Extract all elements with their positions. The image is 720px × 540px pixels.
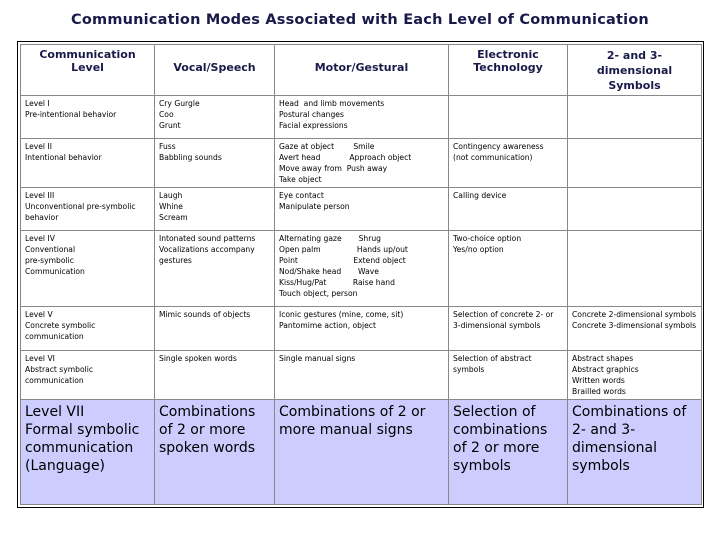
cell-line: Babbling sounds — [159, 153, 222, 162]
cell-line: Alternating gaze Shrug — [279, 234, 381, 243]
cell-symbols — [568, 400, 702, 505]
cell-electronic — [449, 400, 568, 505]
cell-line: Iconic gestures (mine, come, sit) — [279, 310, 404, 319]
cell-line: Single spoken words — [159, 354, 237, 363]
cell-line: Manipulate person — [279, 202, 350, 211]
cell-vocal — [155, 96, 275, 139]
communication-modes-table — [20, 44, 702, 505]
cell-line: Touch object, person — [279, 289, 358, 298]
cell-line: Cry Gurgle — [159, 99, 200, 108]
cell-line: Unconventional pre-symbolic behavior — [25, 202, 136, 222]
cell-level — [21, 307, 155, 351]
cell-electronic — [449, 307, 568, 351]
cell-motor — [275, 400, 449, 505]
cell-symbols — [568, 307, 702, 351]
cell-line: Scream — [159, 213, 188, 222]
table-row — [21, 139, 702, 188]
cell-line: Formal symbolic communication (Language) — [25, 422, 140, 474]
cell-line: Concrete symbolic communication — [25, 321, 96, 341]
cell-line: Point Extend object — [279, 256, 406, 265]
table-row — [21, 231, 702, 307]
cell-line: Selection of combinations of 2 or more symbols — [453, 404, 548, 474]
cell-line: Kiss/Hug/Pat Raise hand — [279, 278, 395, 287]
cell-line: Intonated sound patterns — [159, 234, 256, 243]
cell-line: Take object — [279, 175, 322, 184]
cell-vocal — [155, 400, 275, 505]
header-row — [21, 45, 702, 96]
cell-line: Selection of concrete 2- or 3-dimensional symbols — [453, 310, 554, 330]
cell-line: Pantomime action, object — [279, 321, 376, 330]
cell-vocal — [155, 351, 275, 400]
cell-line: Contingency awareness — [453, 142, 544, 151]
cell-line: Level IV — [25, 234, 55, 243]
cell-line: Facial expressions — [279, 121, 348, 130]
cell-line: Selection of abstract symbols — [453, 354, 532, 374]
cell-line: Abstract symbolic communication — [25, 365, 93, 385]
cell-vocal — [155, 231, 275, 307]
cell-line: Fuss — [159, 142, 176, 151]
cell-level — [21, 400, 155, 505]
cell-line: Eye contact — [279, 191, 324, 200]
cell-symbols — [568, 139, 702, 188]
header-symbols: 2- and 3-dimensional Symbols — [568, 45, 702, 96]
cell-level — [21, 139, 155, 188]
cell-line: Nod/Shake head Wave — [279, 267, 379, 276]
table-row — [21, 351, 702, 400]
cell-line: Concrete 2-dimensional symbols — [572, 310, 697, 319]
cell-motor — [275, 96, 449, 139]
cell-symbols — [568, 231, 702, 307]
header-motor-gestural: Motor/Gestural — [275, 45, 449, 96]
cell-line: Intentional behavior — [25, 153, 102, 162]
cell-line: Head and limb movements — [279, 99, 385, 108]
cell-line: Level III — [25, 191, 55, 200]
cell-level — [21, 351, 155, 400]
cell-level — [21, 188, 155, 231]
cell-motor — [275, 188, 449, 231]
cell-motor — [275, 231, 449, 307]
cell-line: Written words — [572, 376, 625, 385]
cell-symbols — [568, 188, 702, 231]
table-row — [21, 307, 702, 351]
cell-line: Level VII — [25, 404, 85, 420]
table-row — [21, 96, 702, 139]
cell-vocal — [155, 139, 275, 188]
cell-line: Coo — [159, 110, 174, 119]
cell-line: Level VI — [25, 354, 55, 363]
cell-electronic — [449, 96, 568, 139]
cell-line: Single manual signs — [279, 354, 356, 363]
cell-electronic — [449, 139, 568, 188]
cell-line: Pre-intentional behavior — [25, 110, 117, 119]
cell-level — [21, 96, 155, 139]
cell-vocal — [155, 188, 275, 231]
cell-line: Level I — [25, 99, 50, 108]
cell-level — [21, 231, 155, 307]
cell-line: Move away from Push away — [279, 164, 388, 173]
cell-line: Vocalizations accompany gestures — [159, 245, 255, 265]
cell-line: Brailled words — [572, 387, 626, 396]
cell-line: pre-symbolic — [25, 256, 74, 265]
cell-line: Yes/no option — [453, 245, 504, 254]
cell-vocal — [155, 307, 275, 351]
cell-symbols — [568, 96, 702, 139]
cell-line: Grunt — [159, 121, 181, 130]
cell-line: Conventional — [25, 245, 76, 254]
cell-line: Combinations of 2- and 3-dimensional symbols — [572, 404, 687, 474]
cell-line: Gaze at object Smile — [279, 142, 375, 151]
cell-line: Level II — [25, 142, 52, 151]
cell-line: Combinations of 2 or more spoken words — [159, 404, 256, 456]
cell-line: Calling device — [453, 191, 507, 200]
cell-line: Combinations of 2 or more manual signs — [279, 404, 426, 438]
header-vocal-speech: Vocal/Speech — [155, 45, 275, 96]
page-title: Communication Modes Associated with Each Level of Communication — [71, 12, 649, 28]
table-row — [21, 400, 702, 505]
header-electronic-technology: Electronic Technology — [449, 45, 568, 96]
cell-line: Whine — [159, 202, 183, 211]
cell-line: Two-choice option — [453, 234, 522, 243]
cell-line: Level V — [25, 310, 53, 319]
table-row — [21, 188, 702, 231]
cell-line: Communication — [25, 267, 85, 276]
cell-line: Open palm Hands up/out — [279, 245, 408, 254]
cell-motor — [275, 139, 449, 188]
cell-motor — [275, 307, 449, 351]
cell-line: Abstract graphics — [572, 365, 639, 374]
cell-electronic — [449, 351, 568, 400]
cell-electronic — [449, 231, 568, 307]
cell-line: Abstract shapes — [572, 354, 634, 363]
cell-line: (not communication) — [453, 153, 533, 162]
cell-line: Avert head Approach object — [279, 153, 412, 162]
cell-symbols — [568, 351, 702, 400]
cell-motor — [275, 351, 449, 400]
cell-line: Laugh — [159, 191, 183, 200]
header-communication-level: Communication Level — [21, 45, 155, 96]
cell-line: Concrete 3-dimensional symbols — [572, 321, 697, 330]
cell-line: Postural changes — [279, 110, 344, 119]
cell-line: Mimic sounds of objects — [159, 310, 251, 319]
cell-electronic — [449, 188, 568, 231]
